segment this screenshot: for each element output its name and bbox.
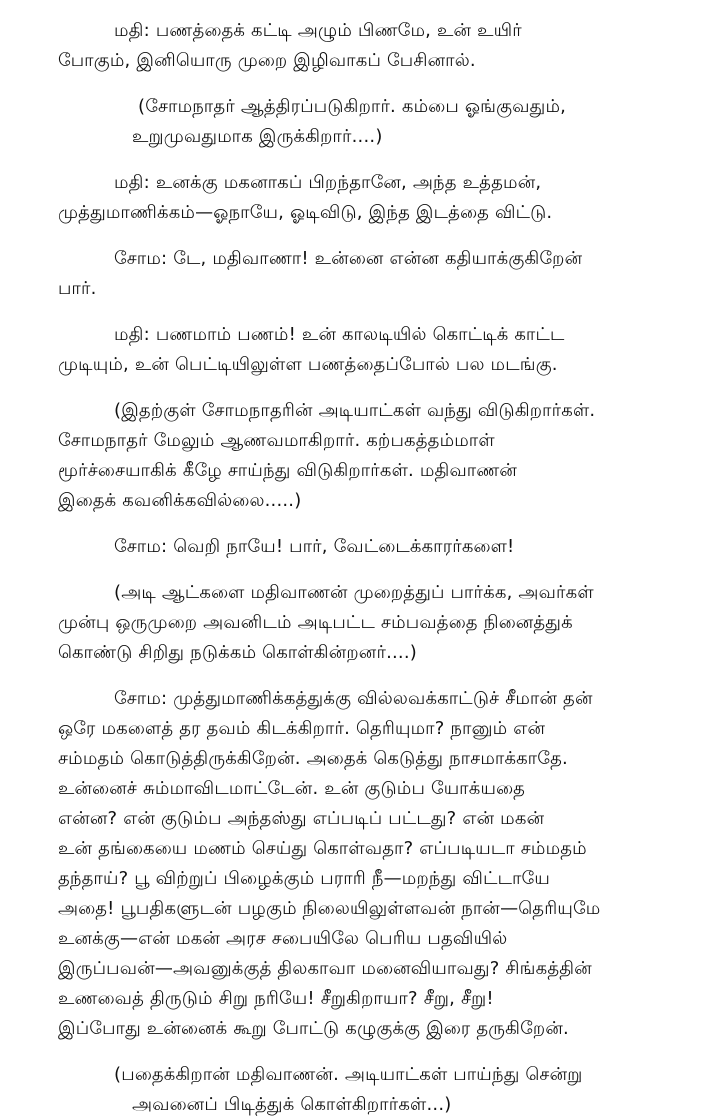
text-line: மூர்ச்சையாகிக் கீழே சாய்ந்து விடுகிறார்கள். மதிவாணன் bbox=[58, 460, 518, 481]
stage-direction-2 bbox=[58, 396, 667, 516]
text-line: உன்னைச் சும்மாவிடமாட்டேன். உன் குடும்ப யோக்யதை bbox=[58, 778, 526, 799]
dialogue-soma-2 bbox=[58, 532, 667, 562]
text-line: மதி: உனக்கு மகனாகப் பிறந்தானே, அந்த உத்தமன், bbox=[114, 172, 542, 193]
text-line: அவனைப் பிடித்துக் கொள்கிறார்கள்...) bbox=[132, 1094, 452, 1115]
text-line: தந்தாய்? பூ விற்றுப் பிழைக்கும் பராரி நீ—மறந்து விட்டாயே bbox=[58, 868, 550, 889]
text-line: அதை! பூபதிகளுடன் பழகும் நிலையிலுள்ளவன் நான்—தெரியுமே bbox=[58, 898, 601, 919]
text-line: இதைக் கவனிக்கவில்லை.....) bbox=[58, 490, 302, 511]
text-line: முன்பு ஒருமுறை அவனிடம் அடிபட்ட சம்பவத்தை நினைத்துக் bbox=[58, 612, 573, 633]
text-line: கொண்டு சிறிது நடுக்கம் கொள்கின்றனர்....) bbox=[58, 642, 417, 663]
text-line: முடியும், உன் பெட்டியிலுள்ள பணத்தைப்போல் பல மடங்கு. bbox=[58, 354, 558, 375]
text-line: உனக்கு—என் மகன் அரச சபையிலே பெரிய பதவியில் bbox=[58, 928, 508, 949]
dialogue-soma-3 bbox=[58, 684, 667, 1044]
text-line: முத்துமாணிக்கம்—ஓநாயே, ஓடிவிடு, இந்த இடத்தை விட்டு. bbox=[58, 202, 553, 223]
text-line: இப்போது உன்னைக் கூறு போட்டு கழுகுக்கு இரை தருகிறேன். bbox=[58, 1018, 569, 1039]
text-line: சோமநாதர் மேலும் ஆணவமாகிறார். கற்பகத்தம்மாள் bbox=[58, 430, 495, 451]
stage-direction-4 bbox=[58, 1060, 667, 1120]
text-line: (அடி ஆட்களை மதிவாணன் முறைத்துப் பார்க்க, அவர்கள் bbox=[114, 582, 594, 603]
text-line: சோம: டே, மதிவாணா! உன்னை என்ன கதியாக்குகிறேன் bbox=[114, 248, 583, 269]
dialogue-madhi-2 bbox=[58, 168, 667, 228]
text-line: உன் தங்கையை மணம் செய்து கொள்வதா? எப்படியடா சம்மதம் bbox=[58, 838, 587, 859]
text-line: (பதைக்கிறான் மதிவாணன். அடியாட்கள் பாய்ந்து சென்று bbox=[114, 1064, 583, 1085]
text-line: உணவைத் திருடும் சிறு நரியே! சீறுகிறாயா? சீறு, சீறு! bbox=[58, 988, 494, 1009]
text-line: சோம: முத்துமாணிக்கத்துக்கு வில்லவக்காட்டுச் சீமான் தன் bbox=[114, 688, 593, 709]
text-line: போகும், இனியொரு முறை இழிவாகப் பேசினால். bbox=[58, 50, 476, 71]
dialogue-madhi-3 bbox=[58, 320, 667, 380]
text-line: பார். bbox=[58, 278, 97, 299]
text-line: என்ன? என் குடும்ப அந்தஸ்து எப்படிப் பட்டது? என் மகன் bbox=[58, 808, 545, 829]
text-line: ஒரே மகளைத் தர தவம் கிடக்கிறார். தெரியுமா? நானும் என் bbox=[58, 718, 546, 739]
text-line: (சோமநாதர் ஆத்திரப்படுகிறார். கம்பை ஓங்குவதும், bbox=[138, 96, 567, 117]
text-line: சோம: வெறி நாயே! பார், வேட்டைக்காரர்களை! bbox=[114, 536, 515, 557]
stage-direction-1 bbox=[58, 92, 667, 152]
stage-direction-3 bbox=[58, 578, 667, 668]
text-line: மதி: பணமாம் பணம்! உன் காலடியில் கொட்டிக் காட்ட bbox=[114, 324, 565, 345]
dialogue-madhi-1 bbox=[58, 16, 667, 76]
text-line: (இதற்குள் சோமநாதரின் அடியாட்கள் வந்து விடுகிறார்கள். bbox=[114, 400, 596, 421]
dialogue-soma-1 bbox=[58, 244, 667, 304]
text-line: இருப்பவன்—அவனுக்குத் திலகாவா மனைவியாவது? சிங்கத்தின் bbox=[58, 958, 592, 979]
text-line: சம்மதம் கொடுத்திருக்கிறேன். அதைக் கெடுத்து நாசமாக்காதே. bbox=[58, 748, 568, 769]
text-line: மதி: பணத்தைக் கட்டி அழும் பிணமே, உன் உயிர் bbox=[114, 20, 522, 41]
text-line: உறுமுவதுமாக இருக்கிறார்....) bbox=[132, 126, 383, 147]
